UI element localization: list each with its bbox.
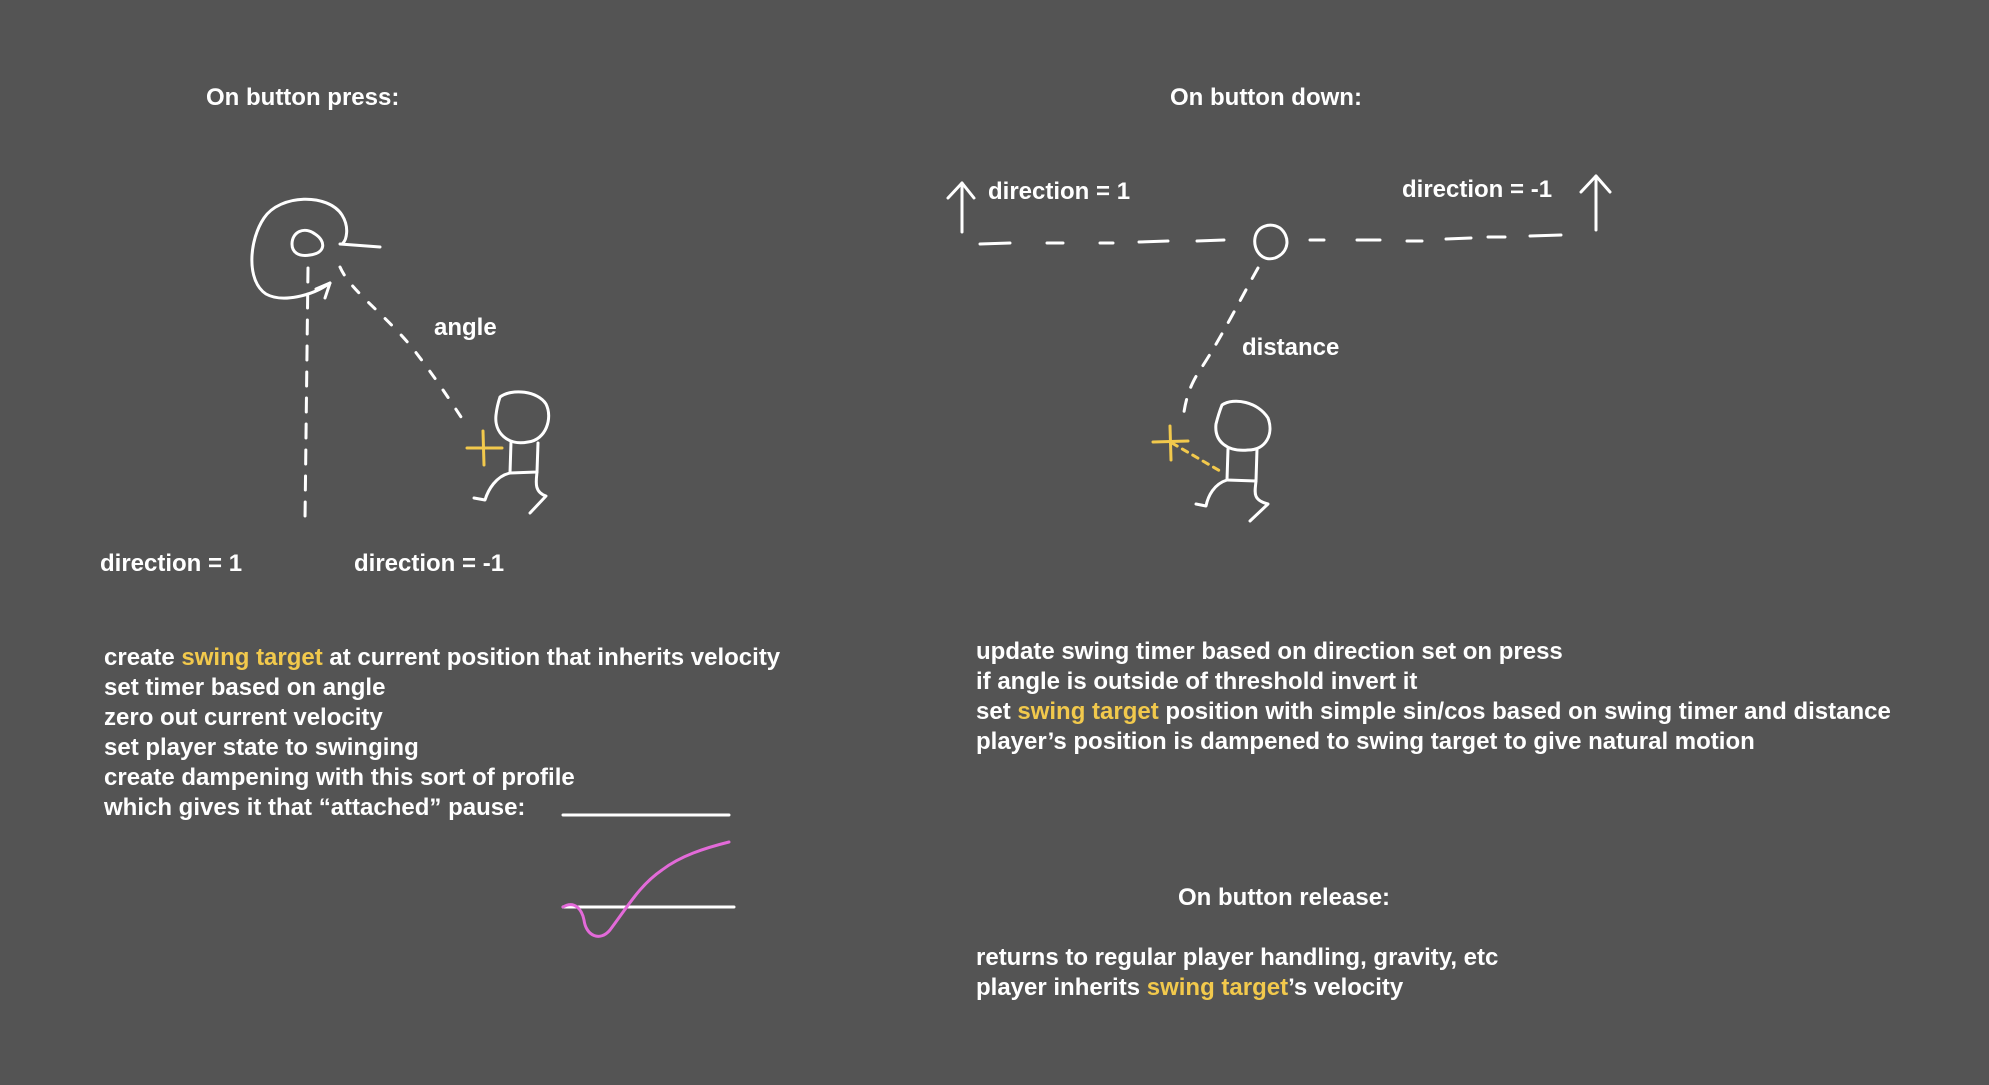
- distance-label: distance: [1242, 334, 1340, 361]
- swing-target-cross: [467, 431, 502, 465]
- vertical-dashed-line: [305, 268, 308, 520]
- anchor-point: [292, 230, 323, 255]
- anchor-point: [1255, 225, 1287, 259]
- step-line: set swing target position with simple sin/cos based on swing timer and distance: [976, 698, 1891, 725]
- step-line: create dampening with this sort of profile: [104, 764, 575, 791]
- down-direction-left: direction = 1: [988, 178, 1131, 205]
- step-line: set timer based on angle: [104, 674, 386, 701]
- step-line: player’s position is dampened to swing target to give natural motion: [976, 728, 1755, 755]
- down-steps: [976, 637, 1891, 757]
- press-direction-left: direction = 1: [100, 550, 243, 577]
- step-line: returns to regular player handling, gravity, etc: [976, 944, 1499, 971]
- press-steps: [104, 643, 780, 823]
- down-heading: On button down:: [1170, 84, 1362, 111]
- release-steps: [976, 943, 1498, 1003]
- rotation-arrow-icon: [252, 199, 347, 298]
- step-line: player inherits swing target’s velocity: [976, 974, 1404, 1001]
- press-diagram: [252, 199, 549, 520]
- release-heading: On button release:: [1178, 884, 1391, 911]
- angle-dotted-line: [340, 267, 463, 420]
- anchor-dash: [340, 244, 380, 247]
- profile-curve: [563, 842, 729, 936]
- dampening-profile-graph: [563, 815, 734, 936]
- player-figure: [474, 392, 549, 513]
- step-line: if angle is outside of threshold invert it: [976, 668, 1418, 695]
- step-line: zero out current velocity: [104, 704, 383, 731]
- angle-label: angle: [434, 314, 497, 341]
- down-direction-right: direction = -1: [1402, 176, 1553, 203]
- step-line: which gives it that “attached” pause:: [104, 794, 526, 821]
- horizontal-dashed-line: [980, 235, 1561, 244]
- step-line: set player state to swinging: [104, 734, 419, 761]
- step-line: create swing target at current position that inherits velocity: [104, 644, 781, 671]
- press-heading: On button press:: [206, 84, 400, 111]
- player-figure: [1196, 401, 1270, 521]
- press-direction-right: direction = -1: [354, 550, 505, 577]
- step-line: update swing timer based on direction set on press: [976, 638, 1563, 665]
- swing-target-cross: [1153, 426, 1220, 471]
